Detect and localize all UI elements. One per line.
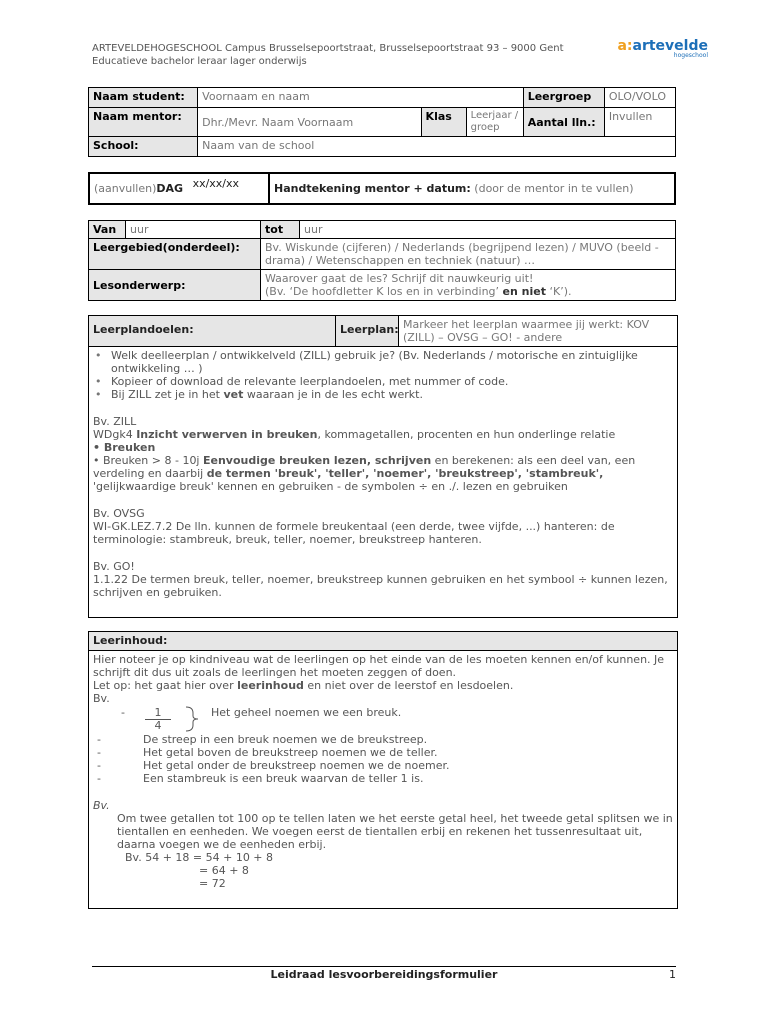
bullet-3b: vet xyxy=(223,388,244,401)
logo xyxy=(617,38,708,59)
fraction-example: - 1 4 Het geheel noemen we een breuk. xyxy=(121,706,402,732)
lesonderwerp-line-2b: en niet xyxy=(502,285,546,298)
zill-title: Bv. ZILL xyxy=(93,415,137,428)
zill-b2b: Eenvoudige breuken lezen, schrijven xyxy=(203,454,432,467)
leerplan-field[interactable]: Markeer het leerplan waarmee jij werkt: KOV (ZILL) – OVSG – GO! - andere xyxy=(399,316,677,346)
zill-bullet-1: • Breuken xyxy=(93,441,156,454)
zill-b2a: • Breuken > 8 - 10j xyxy=(93,454,200,467)
leerinhoud-section xyxy=(88,631,678,909)
footer-divider xyxy=(92,966,676,967)
go-title: Bv. GO! xyxy=(93,560,135,573)
school-field[interactable]: Naam van de school xyxy=(198,137,676,157)
calc-line-2: = 64 + 8 xyxy=(199,864,249,877)
header-line-2: Educatieve bachelor leraar lager onderwijs xyxy=(92,56,307,67)
fraction-denominator: 4 xyxy=(154,719,162,732)
aantal-label: Aantal lln.: xyxy=(523,108,604,137)
klas-field[interactable]: Leerjaar / groep xyxy=(466,108,523,137)
signature-note: (door de mentor in te vullen) xyxy=(474,182,634,195)
lesonderwerp-label: Lesonderwerp: xyxy=(89,270,261,301)
go-text: 1.1.22 De termen breuk, teller, noemer, breukstreep kunnen gebruiken en het symbool ÷ kunnen lezen, schrijven en gebruiken. xyxy=(93,573,668,599)
lesonderwerp-line-2c: ‘K’). xyxy=(549,285,572,298)
zill-bullet-2 xyxy=(93,454,673,493)
tot-label: tot xyxy=(261,221,300,239)
p2b: leerinhoud xyxy=(237,679,304,692)
leerplandoelen-bullet-2: • Kopieer of download de relevante leerplandoelen, met nummer of code. xyxy=(93,375,673,388)
header-line-1: ARTEVELDEHOGESCHOOL Campus Brusselsepoortstraat, Brusselsepoortstraat 93 – 9000 Gent xyxy=(92,43,564,54)
leerinhoud-p3: Om twee getallen tot 100 op te tellen laten we het eerste getal heel, het tweede getal splitsen we in tientallen en eenheden. We voegen eerst de tientallen erbij en rekenen het tussenresultaat uit, daarna voegen we de eenheden erbij. xyxy=(117,812,673,851)
fraction-numerator: 1 xyxy=(145,706,171,720)
lesonderwerp-line-1: Waarover gaat de les? Schrijf dit nauwkeurig uit! xyxy=(265,272,534,285)
leerinhoud-bv-2: Bv. xyxy=(93,799,110,812)
leerplan-label: Leerplan: xyxy=(336,316,399,346)
curly-brace-icon xyxy=(183,705,201,733)
lesonderwerp-line-2a: (Bv. ‘De hoofdletter K los en in verbinding’ xyxy=(265,285,500,298)
leergroep-field[interactable]: OLO/VOLO xyxy=(604,88,675,108)
leergroep-label: Leergroep xyxy=(523,88,604,108)
date-table xyxy=(88,172,676,205)
dash-item-2: - Het getal boven de breukstreep noemen we de teller. xyxy=(93,746,673,759)
leerplandoelen-section xyxy=(88,315,678,618)
naam-student-label: Naam student: xyxy=(89,88,198,108)
leerinhoud-bv: Bv. xyxy=(93,692,110,705)
bullet-3c: waaraan je in de les echt werkt. xyxy=(246,388,423,401)
logo-icon: a: xyxy=(617,38,633,54)
bullet-3a: Bij ZILL zet je in het xyxy=(111,388,220,401)
p2a: Let op: het gaat hier over xyxy=(93,679,234,692)
naam-mentor-field[interactable]: Dhr./Mevr. Naam Voornaam xyxy=(198,108,421,137)
fraction-text: Het geheel noemen we een breuk. xyxy=(211,706,402,719)
leergebied-label: Leergebied(onderdeel): xyxy=(89,239,261,270)
zill-bold: Inzicht verwerven in breuken xyxy=(136,428,318,441)
zill-code: WDgk4 xyxy=(93,428,133,441)
logo-text: artevelde xyxy=(632,38,708,54)
ovsg-title: Bv. OVSG xyxy=(93,507,145,520)
calc-line-3: = 72 xyxy=(199,877,226,890)
van-label: Van xyxy=(89,221,126,239)
naam-mentor-label: Naam mentor: xyxy=(89,108,198,137)
leerinhoud-p1: Hier noteer je op kindniveau wat de leerlingen op het einde van de les moeten kennen en/of kunnen. Je schrijft dit dus uit zoals de leerlingen het moeten zeggen of doen. xyxy=(93,653,665,679)
dag-value: xx/xx/xx xyxy=(192,177,240,190)
student-table xyxy=(88,87,676,157)
logo-sub: hogeschool xyxy=(673,52,708,59)
dash-item-3: - Het getal onder de breukstreep noemen we de noemer. xyxy=(93,759,673,772)
p2c: en niet over de leerstof en lesdoelen. xyxy=(307,679,514,692)
date-prefix: (aanvullen) xyxy=(94,182,157,195)
dag-label: DAG xyxy=(156,182,184,195)
date-cell[interactable] xyxy=(89,173,269,204)
leerplandoelen-bullet-1: • Welk deelleerplan / ontwikkelveld (ZILL) gebruik je? (Bv. Nederlands / motorische en zintuiglijke ontwikkeling … ) xyxy=(93,349,673,375)
leerinhoud-label: Leerinhoud: xyxy=(89,632,677,651)
lesson-table xyxy=(88,220,676,301)
zill-b2c: en berekenen: als een deel van, een verdeling en daarbij xyxy=(93,454,636,480)
leerinhoud-body[interactable] xyxy=(89,651,677,892)
klas-label: Klas xyxy=(421,108,466,137)
leerplandoelen-body[interactable] xyxy=(89,347,677,601)
calc-line-1: Bv. 54 + 18 = 54 + 10 + 8 xyxy=(125,851,274,864)
zill-rest: , kommagetallen, procenten en hun onderlinge relatie xyxy=(317,428,616,441)
zill-line xyxy=(93,428,673,441)
lesonderwerp-field[interactable] xyxy=(261,270,676,301)
aantal-field[interactable]: Invullen xyxy=(604,108,675,137)
leergebied-field[interactable]: Bv. Wiskunde (cijferen) / Nederlands (begrijpend lezen) / MUVO (beeld - drama) / Wetenschappen en techniek (natuur) … xyxy=(261,239,676,270)
signature-cell[interactable] xyxy=(269,173,675,204)
zill-b2d: de termen 'breuk', 'teller', 'noemer', 'breukstreep', 'stambreuk', xyxy=(206,467,604,480)
tot-field[interactable]: uur xyxy=(300,221,676,239)
signature-label: Handtekening mentor + datum: xyxy=(274,182,471,195)
ovsg-text: WI-GK.LEZ.7.2 De lln. kunnen de formele breukentaal (een derde, twee vijfde, ...) hanteren: de terminologie: stambreuk, breuk, teller, noemer, breukstreep hanteren. xyxy=(93,520,615,546)
leerplandoelen-bullet-3 xyxy=(93,388,673,401)
naam-student-field[interactable]: Voornaam en naam xyxy=(198,88,524,108)
page-number: 1 xyxy=(669,968,676,981)
school-label: School: xyxy=(89,137,198,157)
dash-item-1: - De streep in een breuk noemen we de breukstreep. xyxy=(93,733,673,746)
van-field[interactable]: uur xyxy=(126,221,261,239)
leerplandoelen-label: Leerplandoelen: xyxy=(89,316,336,346)
leerinhoud-p2 xyxy=(93,679,673,692)
footer-title: Leidraad lesvoorbereidingsformulier xyxy=(270,968,498,981)
dash-item-4: - Een stambreuk is een breuk waarvan de teller 1 is. xyxy=(93,772,673,785)
zill-b2e: 'gelijkwaardige breuk' kennen en gebruiken - de symbolen ÷ en ./. lezen en gebruiken xyxy=(93,480,568,493)
